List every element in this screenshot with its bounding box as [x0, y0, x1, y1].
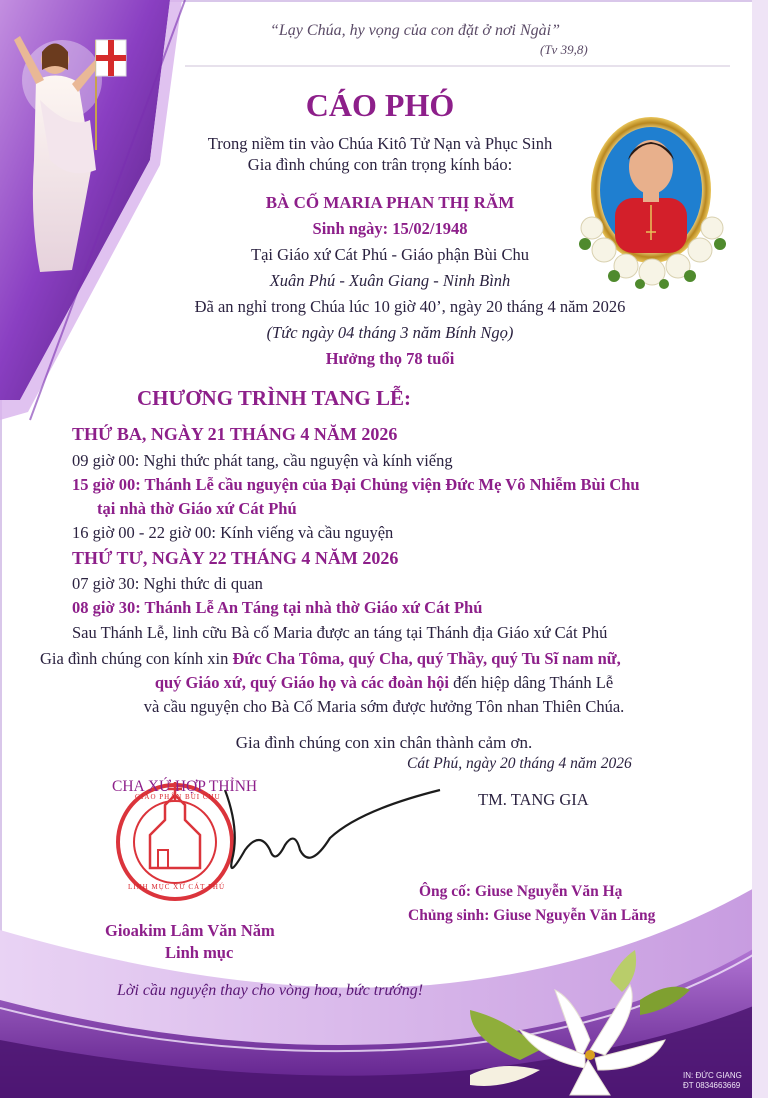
epigraph-reference: (Tv 39,8)	[540, 42, 588, 57]
day1-item-2-cont: tại nhà thờ Giáo xứ Cát Phú	[97, 499, 297, 518]
invite-line-2	[0, 673, 768, 693]
invite-line-1	[40, 649, 621, 669]
day2-item-2: 08 giờ 30: Thánh Lễ An Táng tại nhà thờ Giáo xứ Cát Phú	[72, 598, 483, 617]
left-sign-role: Linh mục	[165, 943, 234, 962]
page-title: CÁO PHÓ	[305, 87, 455, 123]
intro-line-1: Trong niềm tin vào Chúa Kitô Tử Nạn và Phục Sinh	[207, 134, 553, 153]
day1-item-2: 15 giờ 00: Thánh Lễ cầu nguyện của Đại Chủng viện Đức Mẹ Vô Nhiễm Bùi Chu	[72, 475, 640, 494]
right-sign-line-1: Ông cố: Giuse Nguyễn Văn Hạ	[419, 883, 623, 900]
stamp-bottom-text: LINH MỤC XỨ CÁT PHÚ	[128, 883, 226, 891]
day1-item-3: 16 giờ 00 - 22 giờ 00: Kính viếng và cầu nguyện	[72, 523, 394, 542]
day1-item-1: 09 giờ 00: Nghi thức phát tang, cầu nguyện và kính viếng	[72, 451, 453, 470]
parish-line: Tại Giáo xứ Cát Phú - Giáo phận Bùi Chu	[251, 245, 529, 264]
right-sign-line-2: Chủng sinh: Giuse Nguyễn Văn Lăng	[408, 907, 656, 924]
printer-line-1: IN: ĐỨC GIANG	[683, 1071, 742, 1080]
day1-title: THỨ BA, NGÀY 21 THÁNG 4 NĂM 2026	[72, 424, 398, 444]
lunar-date-line: (Tức ngày 04 tháng 3 năm Bính Ngọ)	[266, 323, 514, 342]
birth-date: Sinh ngày: 15/02/1948	[312, 219, 468, 238]
passed-away-line: Đã an nghỉ trong Chúa lúc 10 giờ 40’, ngày 20 tháng 4 năm 2026	[194, 297, 626, 316]
epigraph-quote: “Lạy Chúa, hy vọng của con đặt ở nơi Ngài”	[270, 22, 560, 39]
printer-line-2: ĐT 0834663669	[683, 1081, 741, 1090]
day2-item-1: 07 giờ 30: Nghi thức di quan	[72, 574, 263, 593]
stamp-top-text: GIÁO PHẬN BÙI CHU	[135, 793, 221, 801]
address-line: Xuân Phú - Xuân Giang - Ninh Bình	[269, 271, 511, 290]
burial-note: Sau Thánh Lễ, linh cữu Bà cố Maria được an táng tại Thánh địa Giáo xứ Cát Phú	[72, 623, 608, 642]
left-sign-name: Gioakim Lâm Văn Năm	[105, 921, 275, 940]
invite-bold-2: quý Giáo xứ, quý Giáo họ và các đoàn hội	[154, 673, 449, 692]
deceased-name: BÀ CỐ MARIA PHAN THỊ RĂM	[265, 193, 515, 212]
invite-suffix: đến hiệp dâng Thánh Lễ	[448, 673, 614, 692]
invite-prefix: Gia đình chúng con kính xin	[40, 649, 233, 668]
invite-line-3: và cầu nguyện cho Bà Cố Maria sớm được hưởng Tôn nhan Thiên Chúa.	[143, 697, 625, 716]
thanks-line: Gia đình chúng con xin chân thành cảm ơn.	[235, 733, 533, 752]
place-date: Cát Phú, ngày 20 tháng 4 năm 2026	[407, 755, 632, 772]
intro-line-2: Gia đình chúng con trân trọng kính báo:	[247, 155, 513, 174]
day2-title: THỨ TƯ, NGÀY 22 THÁNG 4 NĂM 2026	[72, 548, 399, 568]
program-heading: CHƯƠNG TRÌNH TANG LỄ:	[137, 386, 412, 410]
age-line: Hưởng thọ 78 tuổi	[325, 349, 455, 368]
right-sign-title: TM. TANG GIA	[478, 790, 589, 809]
invite-bold-1: Đức Cha Tôma, quý Cha, quý Thầy, quý Tu Sĩ nam nữ,	[232, 649, 621, 668]
footer-note: Lời cầu nguyện thay cho vòng hoa, bức trướng!	[117, 982, 424, 999]
left-sign-title: CHA XỨ HỢP THỈNH	[112, 778, 258, 795]
